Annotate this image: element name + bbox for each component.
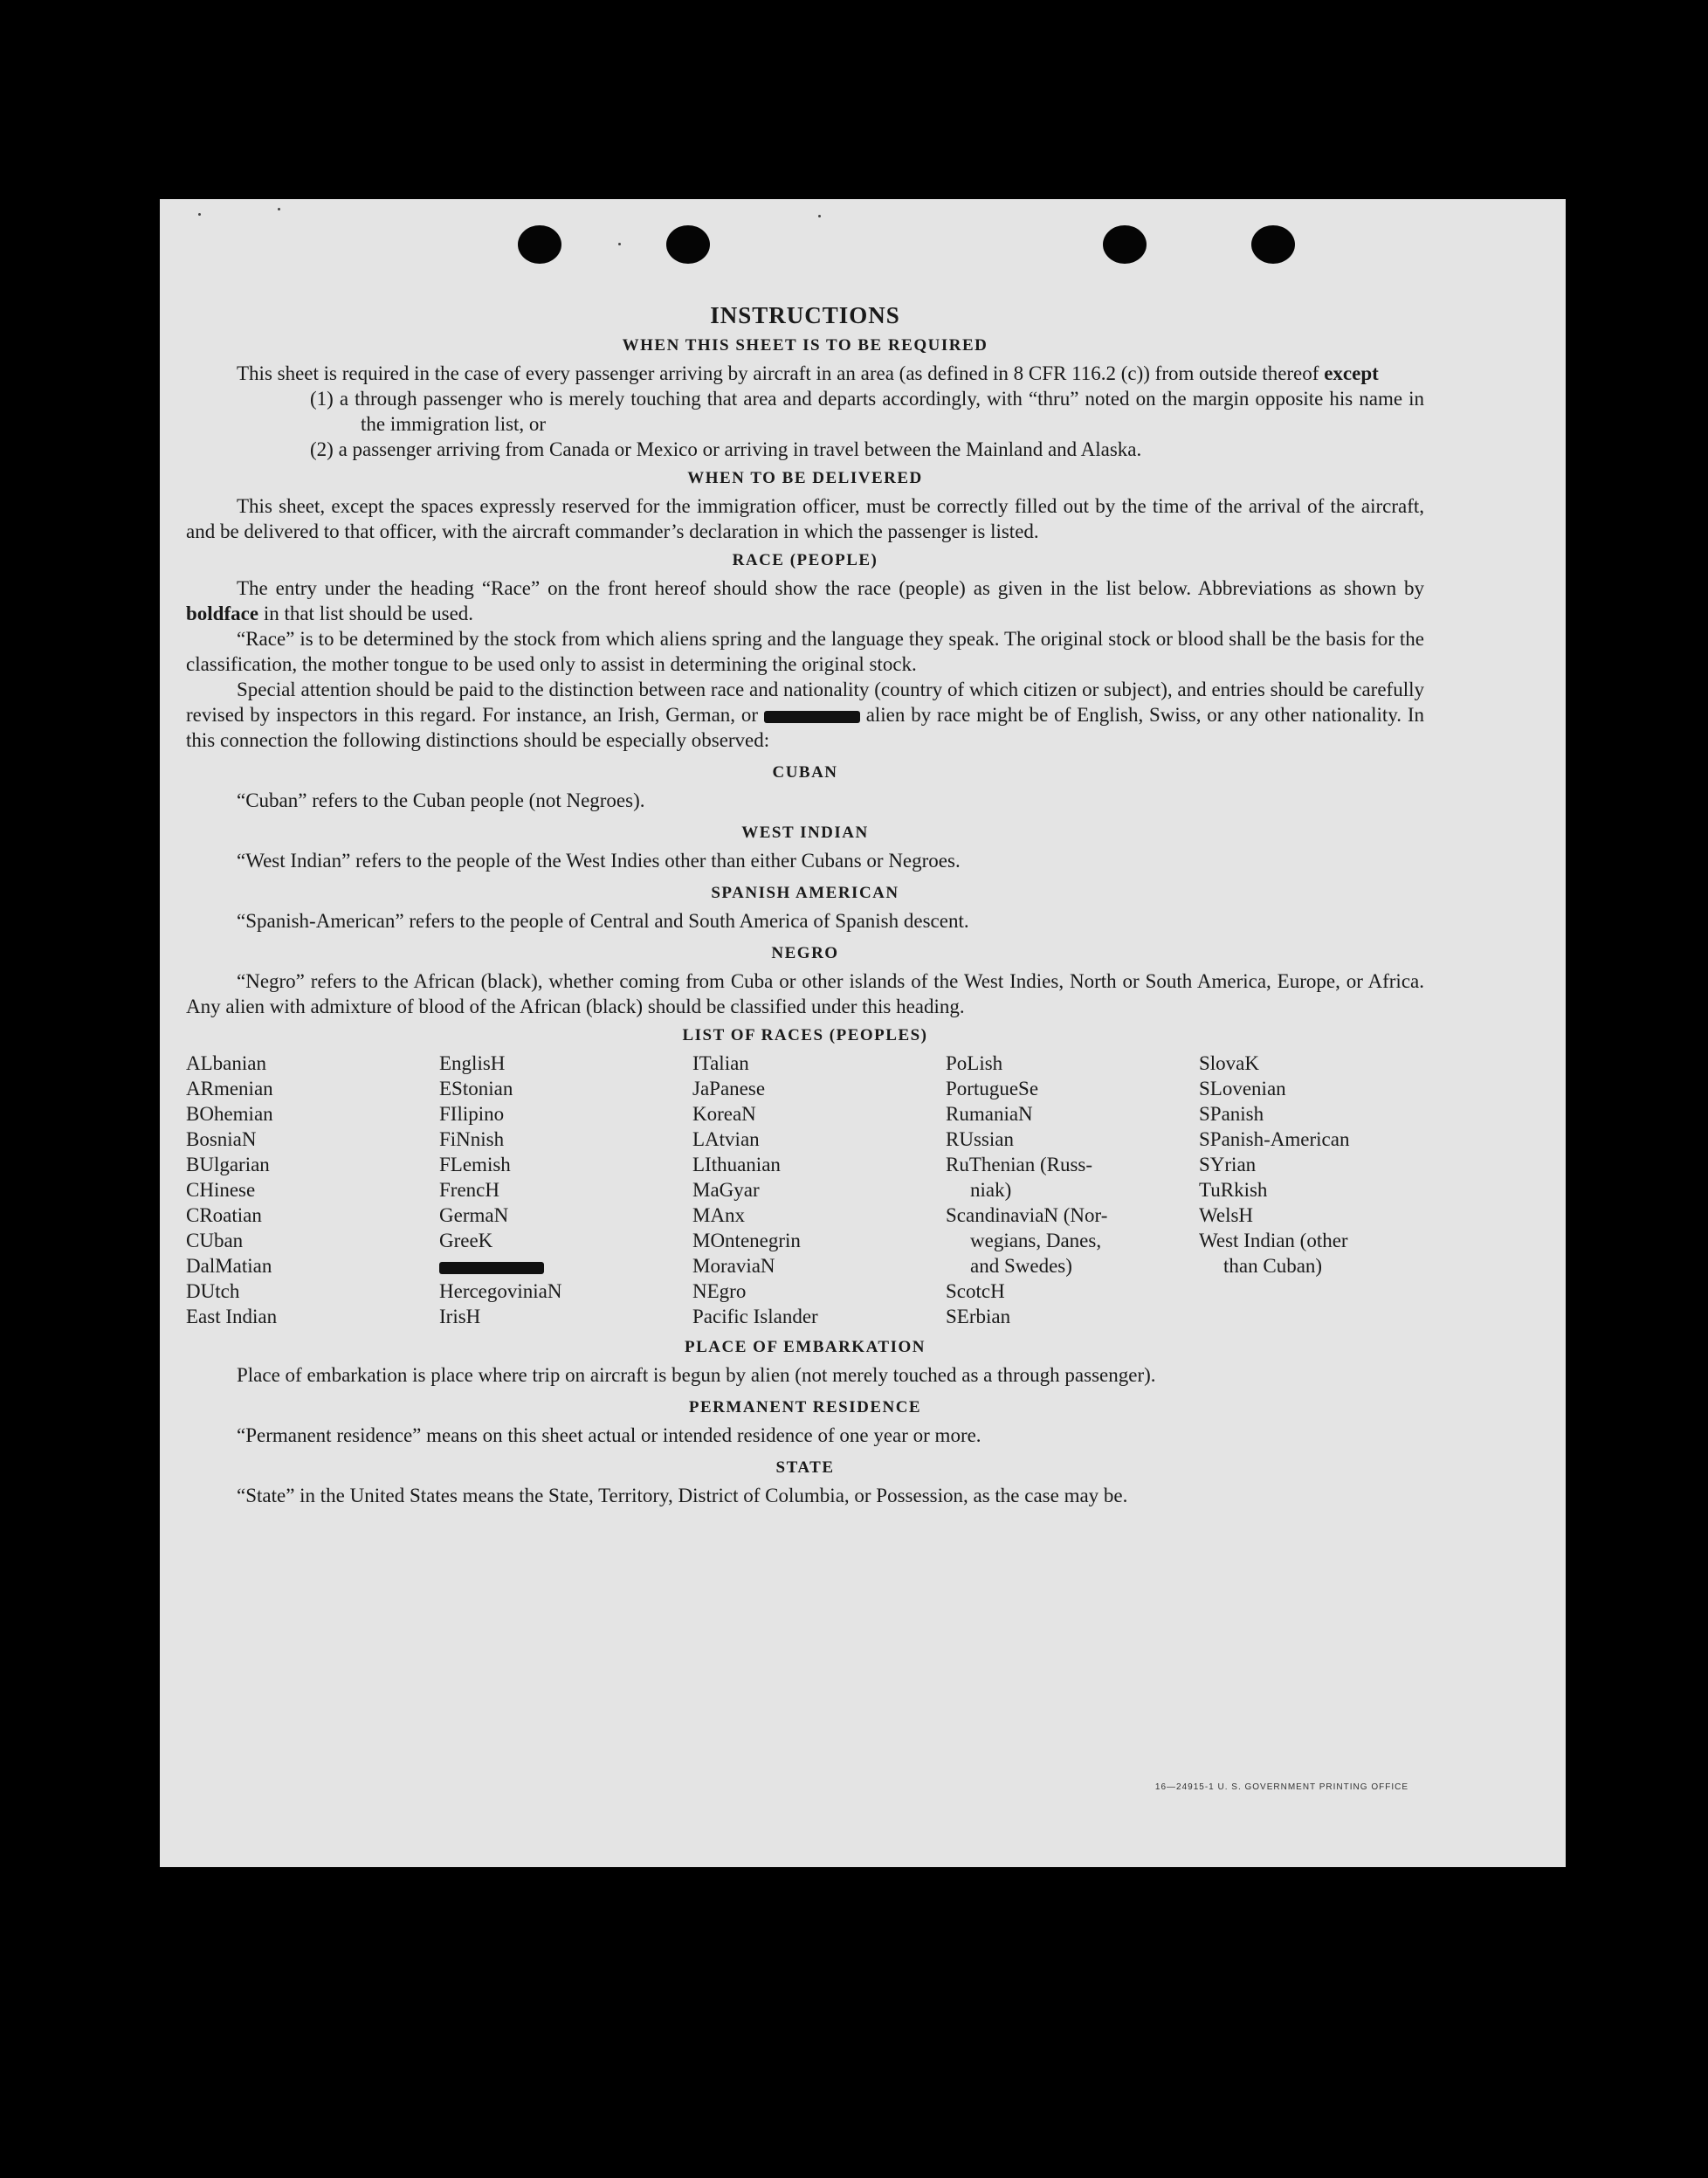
race-item-redacted (439, 1253, 692, 1279)
race-item: MAnx (692, 1204, 746, 1226)
punch-hole (518, 225, 561, 264)
heading-embarkation: PLACE OF EMBARKATION (685, 1338, 926, 1356)
races-list (186, 1051, 1424, 1329)
embarkation-text: Place of embarkation is place where trip on aircraft is begun by alien (not merely touched as a through passenger). (237, 1364, 1156, 1386)
spanish-american-text: “Spanish-American” refers to the people of Central and South America of Spanish descent. (237, 910, 969, 932)
printing-office-code: 16—24915-1 U. S. GOVERNMENT PRINTING OFFICE (1154, 1782, 1408, 1792)
punch-hole (1103, 225, 1147, 264)
race-item: FrencH (439, 1179, 499, 1201)
west-indian-text: “West Indian” refers to the people of the West Indies other than either Cubans or Negroes. (237, 850, 961, 872)
race-item: ScandinaviaN (Nor- (946, 1204, 1108, 1226)
race-item: NEgro (692, 1280, 747, 1302)
heading-list-of-races: LIST OF RACES (PEOPLES) (682, 1026, 928, 1044)
instructions-body (186, 302, 1424, 1508)
race-item: GermaN (439, 1204, 509, 1226)
heading-spanish-american: SPANISH AMERICAN (711, 884, 899, 902)
race-item: PoLish (946, 1052, 1003, 1074)
heading-state: STATE (775, 1458, 835, 1477)
race-item: DUtch (186, 1280, 240, 1302)
race-item: HercegoviniaN (439, 1280, 562, 1302)
race-item: DalMatian (186, 1255, 272, 1277)
speck (818, 215, 821, 217)
race-paragraph-2: “Race” is to be determined by the stock from which aliens spring and the language they speak. The original stock or blood shall be the basis for the classification, the mother tongue to be used only to assist in determining the original stock. (186, 628, 1424, 675)
redaction-mark (764, 711, 860, 723)
race-item: LAtvian (692, 1128, 760, 1150)
punch-hole (666, 225, 710, 264)
delivered-text: This sheet, except the spaces expressly reserved for the immigration officer, must be correctly filled out by the time of the arrival of the aircraft, and be delivered to that officer, with the aircraft commander’s declaration in which the passenger is listed. (186, 495, 1424, 542)
race-item: GreeK (439, 1230, 493, 1251)
races-column-4 (946, 1051, 1199, 1329)
speck (278, 208, 280, 210)
race-item: West Indian (other (1199, 1230, 1348, 1251)
race-item: SlovaK (1199, 1052, 1259, 1074)
heading-cuban: CUBAN (772, 763, 838, 782)
race-item: FIlipino (439, 1103, 505, 1125)
races-column-2 (439, 1051, 692, 1329)
race-item-continuation: wegians, Danes, (970, 1230, 1102, 1251)
race-item: ScotcH (946, 1280, 1005, 1302)
document-sheet (160, 199, 1566, 1867)
race-item: SPanish (1199, 1103, 1264, 1125)
residence-text: “Permanent residence” means on this sheet actual or intended residence of one year or more. (237, 1424, 981, 1446)
race-item-continuation: and Swedes) (970, 1255, 1072, 1277)
race-item: SPanish-American (1199, 1128, 1350, 1150)
race-item: SErbian (946, 1306, 1011, 1327)
heading-race: RACE (PEOPLE) (732, 551, 878, 569)
race-item: BUlgarian (186, 1154, 270, 1175)
heading-residence: PERMANENT RESIDENCE (688, 1398, 922, 1416)
race-item-continuation: niak) (970, 1179, 1012, 1201)
races-column-1 (186, 1051, 439, 1329)
race-item: East Indian (186, 1306, 278, 1327)
race-item: KoreaN (692, 1103, 756, 1125)
race-item: ITalian (692, 1052, 749, 1074)
redaction-mark (439, 1262, 544, 1274)
race-item: MaGyar (692, 1179, 760, 1201)
race-paragraph-3: Special attention should be paid to the distinction between race and nationality (country of which citizen or subject), and entries should be carefully revised by inspectors in this regard. For instance, an Irish, German, or alien by race might be of English, Swiss, or any other nationality. In this connection the following distinctions should be especially observed: (186, 679, 1424, 751)
race-item: CRoatian (186, 1204, 262, 1226)
race-item: LIthuanian (692, 1154, 781, 1175)
race-item: FLemish (439, 1154, 511, 1175)
race-item: ALbanian (186, 1052, 266, 1074)
race-item: EnglisH (439, 1052, 506, 1074)
race-item: MoraviaN (692, 1255, 775, 1277)
races-column-5 (1199, 1051, 1424, 1329)
races-column-3 (692, 1051, 946, 1329)
punch-hole (1251, 225, 1295, 264)
heading-negro: NEGRO (771, 944, 839, 962)
race-item: BOhemian (186, 1103, 273, 1125)
race-item: ARmenian (186, 1078, 273, 1099)
race-item: IrisH (439, 1306, 481, 1327)
speck (618, 243, 621, 245)
race-item: MOntenegrin (692, 1230, 801, 1251)
race-item: RUssian (946, 1128, 1014, 1150)
race-item: CHinese (186, 1179, 256, 1201)
race-item: BosniaN (186, 1128, 257, 1150)
required-intro: This sheet is required in the case of every passenger arriving by aircraft in an area (as defined in 8 CFR 116.2 (c)) from outside thereof except (237, 362, 1379, 384)
state-text: “State” in the United States means the State, Territory, District of Columbia, or Possession, as the case may be. (237, 1485, 1128, 1506)
heading-west-indian: WEST INDIAN (741, 824, 869, 842)
race-item: FiNnish (439, 1128, 505, 1150)
race-item: CUban (186, 1230, 244, 1251)
cuban-text: “Cuban” refers to the Cuban people (not Negroes). (237, 789, 645, 811)
required-item-2: (2) a passenger arriving from Canada or Mexico or arriving in travel between the Mainland and Alaska. (310, 438, 1142, 460)
race-item: JaPanese (692, 1078, 766, 1099)
required-item-1: (1) a through passenger who is merely touching that area and departs accordingly, with “thru” noted on the margin opposite his name in the immigration list, or (310, 388, 1424, 435)
race-item: RuThenian (Russ- (946, 1154, 1093, 1175)
race-item: TuRkish (1199, 1179, 1268, 1201)
race-item: WelsH (1199, 1204, 1254, 1226)
race-item: PortugueSe (946, 1078, 1039, 1099)
race-item: SLovenian (1199, 1078, 1286, 1099)
page-title: INSTRUCTIONS (710, 302, 900, 328)
race-item: Pacific Islander (692, 1306, 818, 1327)
race-item-continuation: than Cuban) (1223, 1255, 1323, 1277)
race-paragraph-1: The entry under the heading “Race” on the front hereof should show the race (people) as given in the list below. Abbreviations as shown by boldface in that list should be used. (186, 577, 1424, 624)
race-item: RumaniaN (946, 1103, 1033, 1125)
negro-text: “Negro” refers to the African (black), whether coming from Cuba or other islands of the West Indies, North or South America, Europe, or Africa. Any alien with admixture of blood of the African (black) should be classified under this heading. (186, 970, 1424, 1017)
race-item: EStonian (439, 1078, 513, 1099)
race-item: SYrian (1199, 1154, 1257, 1175)
heading-required: WHEN THIS SHEET IS TO BE REQUIRED (622, 336, 988, 355)
heading-delivered: WHEN TO BE DELIVERED (687, 469, 923, 487)
speck (198, 213, 201, 216)
